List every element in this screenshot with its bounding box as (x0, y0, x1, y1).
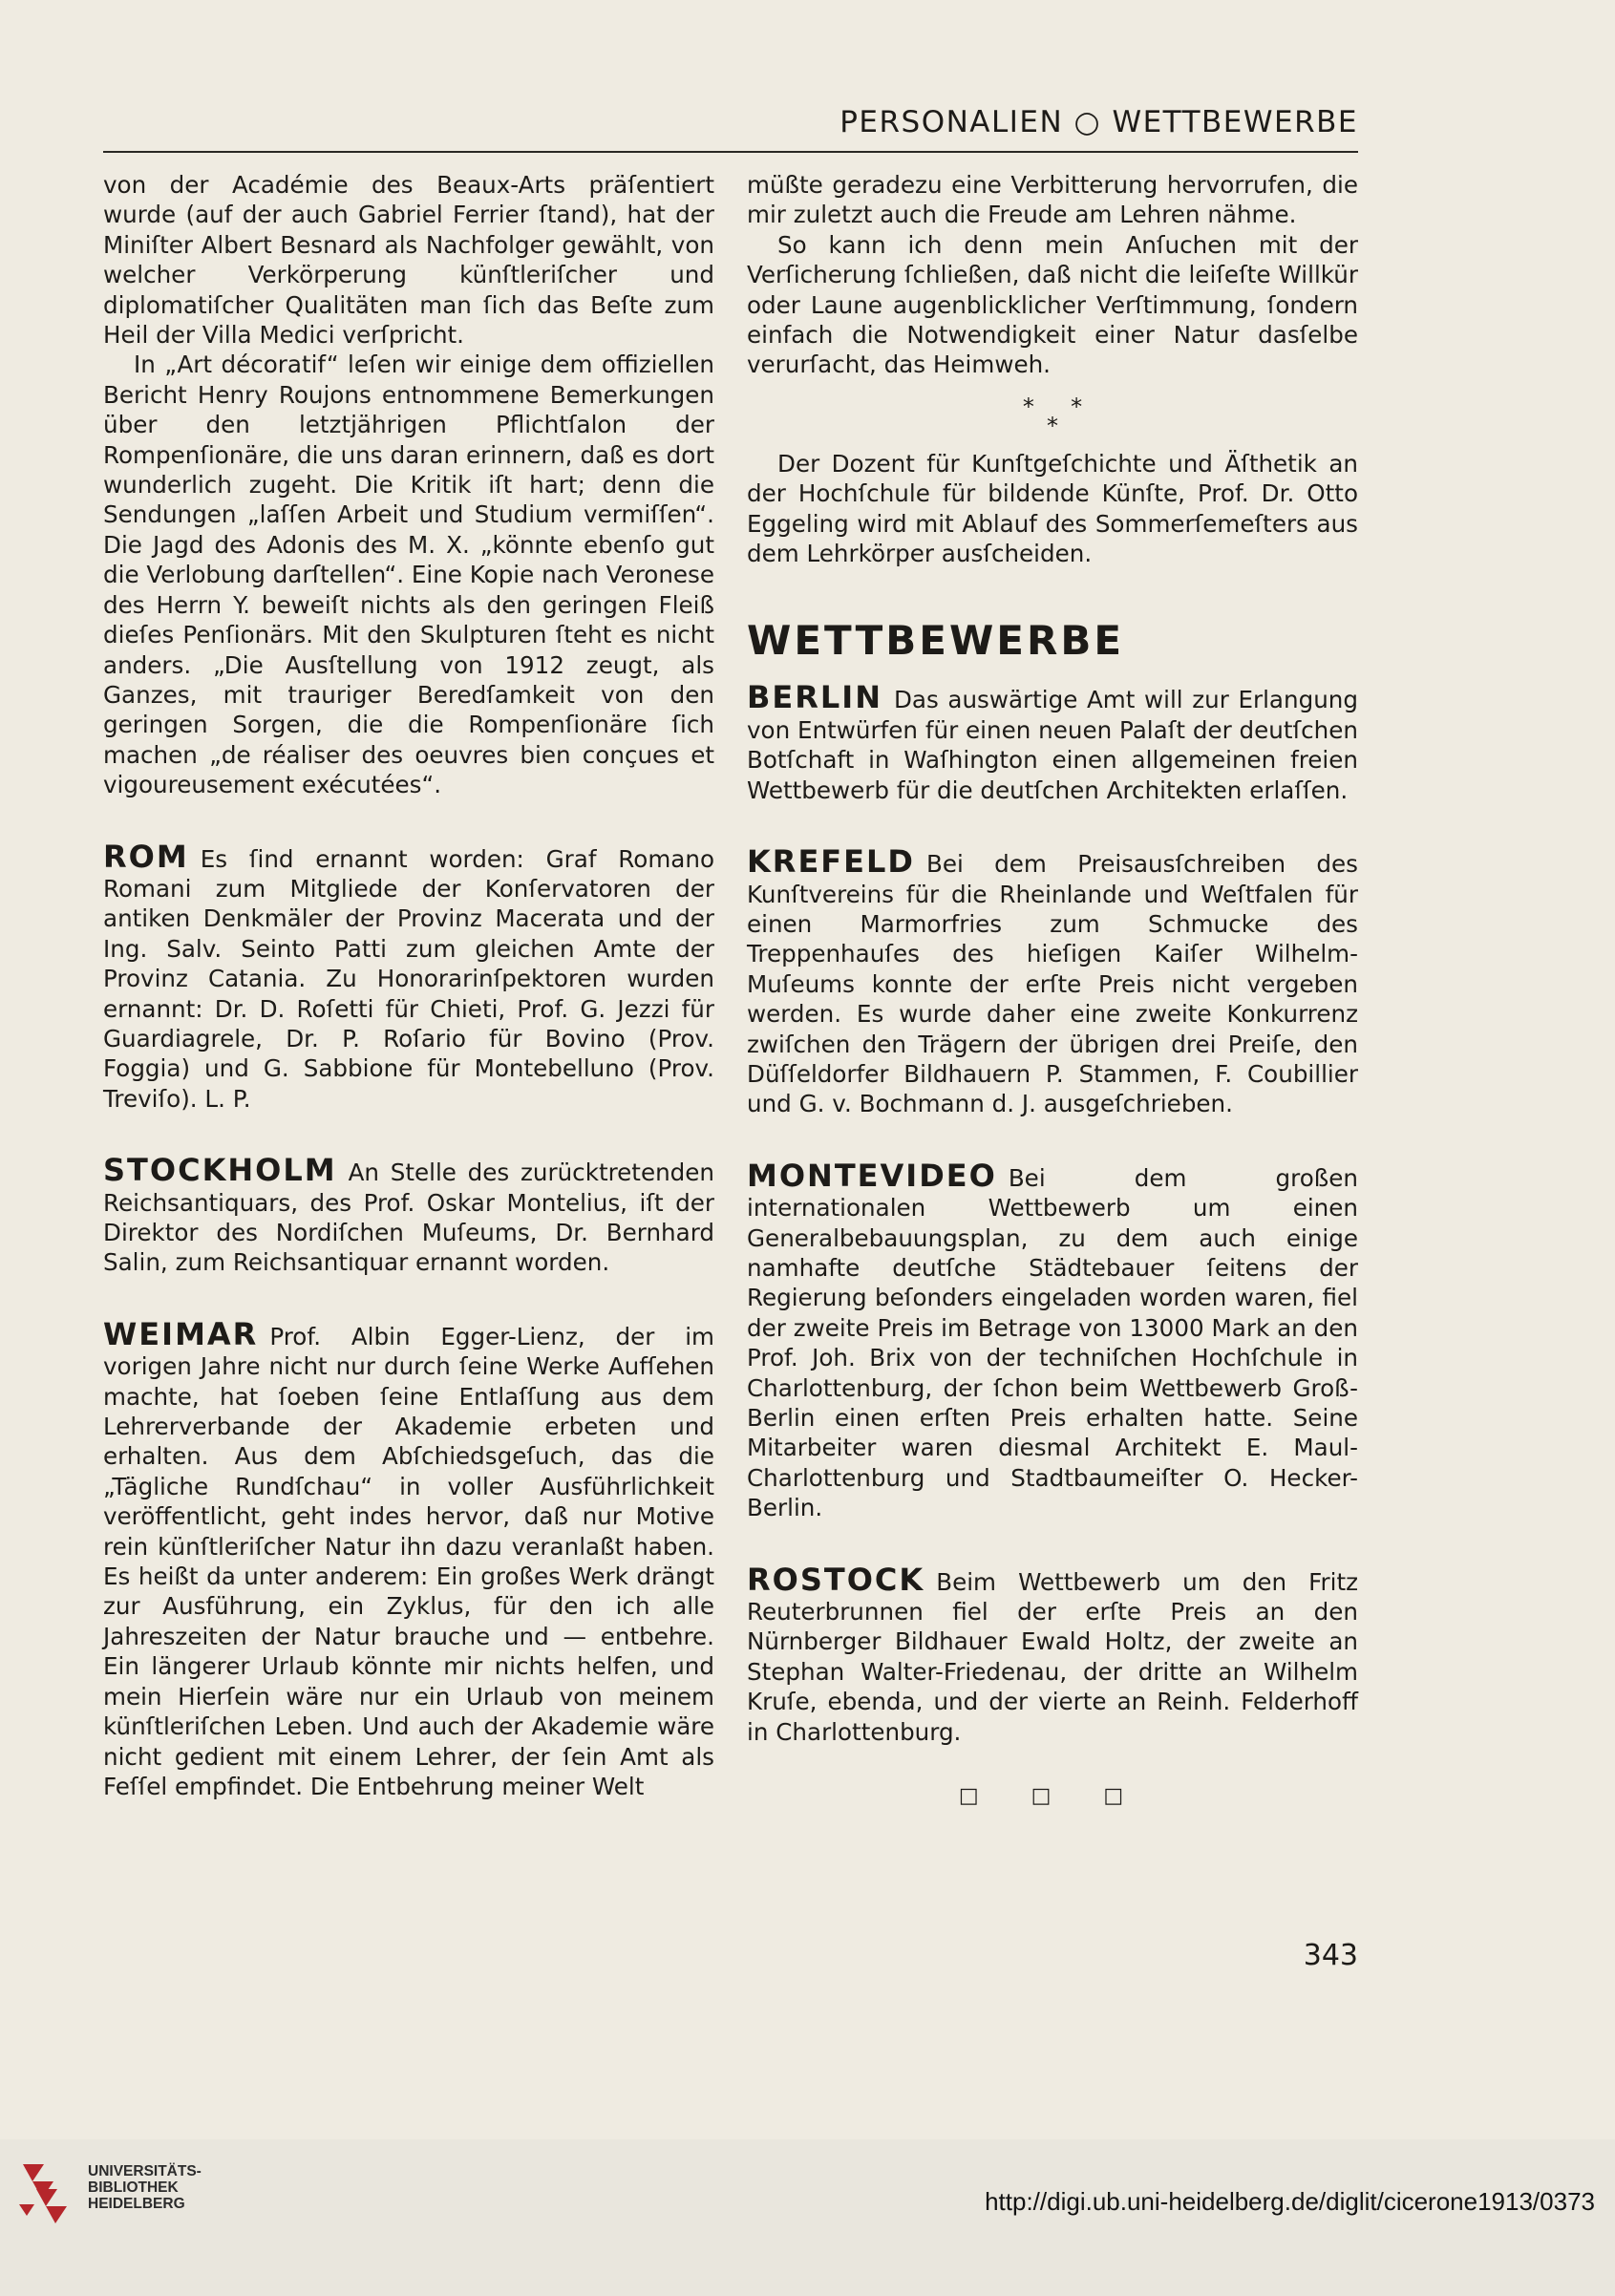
separator-stars: * * * (1022, 393, 1083, 439)
footer-bar (0, 2139, 1615, 2296)
paragraph: So kann ich denn mein Anſuchen mit der Verſicherung ſchließen, daß nicht die leiſeſte Willkür oder Laune augenblicklicher Verſtimmung, ſondern einfach die Notwendigkeit einer Natur dasſelbe verurſacht, das Heimweh. (747, 230, 1358, 379)
section-heading: KREFELD (747, 843, 915, 881)
news-text: Bei dem Preisausſchreiben des Kunſtvereins für die Rheinlande und Weſtfalen für einen Marmorfries zum Schmucke des Treppenhauſes des hieſigen Kaiſer Wilhelm-Muſeums konnte der erſte Preis nicht vergeben werden. Es wurde daher eine zweite Konkurrenz zwiſchen den Trägern der übrigen drei Preiſe, den Düſſeldorfer Bildhauern P. Stammen, F. Coubillier und G. v. Bochmann d. J. ausgeſchrieben. (747, 850, 1358, 1118)
section-heading: ROM (103, 838, 189, 875)
news-text: Es ſind ernannt worden: Graf Romano Romani zum Mitgliede der Konſervatoren der antiken Denkmäler der Provinz Macerata und der Ing. Salv. Seinto Patti zum gleichen Amte der Provinz Catania. Zu Honorarinſpektoren wurden ernannt: Dr. D. Roſetti für Chieti, Prof. G. Jezzi für Guardiagrele, Dr. P. Roſario für Bovino (Prov. Foggia) und G. Sabbione für Montebelluno (Prov. Treviſo). L. P. (103, 844, 714, 1113)
paragraph: In „Art décoratif“ leſen wir einige dem offiziellen Bericht Henry Roujons entnommene Bemerkungen über den letztjährigen Pflichtſalon der Rompenſionäre, die uns daran erinnern, daß es dort wunderlich zugeht. Die Kritik iſt hart; denn die Sendungen „laſſen Arbeit und Studium vermiſſen“. Die Jagd des Adonis des M. X. „könnte ebenſo gut die Verlobung darſtellen“. Eine Kopie nach Veronese des Herrn Y. beweiſt nichts als den geringen Fleiß dieſes Penſionärs. Mit den Skulpturen ſteht es nicht anders. „Die Ausſtellung von 1912 zeugt, als Ganzes, mit trauriger Beredſamkeit von den geringen Sorgen, die die Rompenſionäre ſich machen „de réaliser des oeuvres bien conçues et vigoureusement exécutées“. (103, 351, 714, 799)
news-item-rom (103, 838, 714, 1115)
news-text: Bei dem großen internationalen Wettbewerb um einen Generalbebauungsplan, zu dem auch einige namhafte deutſche Städtebauer ſeitens der Regierung beſonders eingeladen worden waren, fiel der zweite Preis im Betrage von 13000 Mark an den Prof. Joh. Brix von der techniſchen Hochſchule in Charlottenburg, der ſchon beim Wettbewerb Groß-Berlin einen erſten Preis erhalten hatte. Seine Mitarbeiter waren diesmal Architekt E. Maul-Charlottenburg und Stadtbaumeiſter O. Hecker-Berlin. (747, 1163, 1358, 1522)
news-text: Beim Wettbewerb um den Fritz Reuterbrunnen fiel der erſte Preis an den Nürnberger Bildhauer Ewald Holtz, der zweite an Stephan Walter-Friedenau, der dritte an Wilhelm Kruſe, ebenda, und der vierte an Reinh. Felderhoff in Charlottenburg. (747, 1567, 1358, 1746)
news-item-weimar (103, 1315, 714, 1802)
news-text: An Stelle des zurücktretenden Reichsantiquars, des Prof. Oskar Montelius, iſt der Direktor des Nordiſchen Muſeums, Dr. Bernhard Salin, zum Reichsantiquar ernannt worden. (103, 1159, 714, 1277)
paragraph: müßte geradezu eine Verbitterung hervorrufen, die mir zuletzt auch die Freude am Lehren nähme. (747, 171, 1358, 229)
section-heading: MONTEVIDEO (747, 1157, 997, 1194)
header-rule (103, 151, 1358, 153)
section-heading: BERLIN (747, 679, 882, 716)
end-marks: □ □ □ (958, 1784, 1147, 1809)
news-item-montevideo (747, 1157, 1358, 1523)
paragraph: Der Dozent für Kunſtgeſchichte und Äſthetik an der Hochſchule für bildende Künſte, Prof. Dr. Otto Eggeling wird mit Ablauf des Sommerſemeſters aus dem Lehrkörper ausſcheiden. (747, 449, 1358, 568)
page-number: 343 (1303, 1939, 1358, 1972)
running-header: PERSONALIEN ○ WETTBEWERBE (839, 105, 1358, 139)
news-item-krefeld (747, 843, 1358, 1119)
news-text: Prof. Albin Egger-Lienz, der im vorigen Jahre nicht nur durch ſeine Werke Aufſehen machte, hat ſoeben ſeine Entlaſſung aus dem Lehrerverbande der Akademie erbeten und erhalten. Aus dem Abſchiedsgeſuch, das die „Tägliche Rundſchau“ in voller Ausführlichkeit veröffentlicht, geht indes hervor, daß nur Motive rein künſtleriſcher Natur ihn dazu veranlaßt haben. Es heißt da unter anderem: Ein großes Werk drängt zur Ausführung, ein Zyklus, für den ich alle Jahreszeiten der Natur brauche und — entbehre. Ein längerer Urlaub könnte mir nichts helfen, und mein Hierſein wäre nur ein Urlaub von meinem künſtleriſchen Leben. Und auch der Akademie wäre nicht gedient mit einem Lehrer, der ſein Amt als Feſſel empfindet. Die Entbehrung meiner Welt (103, 1322, 714, 1800)
news-text: Das auswärtige Amt will zur Erlangung von Entwürfen für einen neuen Palaſt der deutſchen Botſchaft in Waſhington einen allgemeinen freien Wettbewerb für die deutſchen Architekten erlaſſen. (747, 686, 1358, 804)
section-heading: WEIMAR (103, 1315, 259, 1352)
news-item-rostock (747, 1561, 1358, 1747)
library-name: UNIVERSITÄTS- BIBLIOTHEK HEIDELBERG (88, 2163, 202, 2212)
news-item-stockholm (103, 1152, 714, 1278)
source-url-link[interactable]: http://digi.ub.uni-heidelberg.de/diglit/cicerone1913/0373 (985, 2187, 1595, 2216)
section-title: WETTBEWERBE (747, 617, 1125, 665)
library-logo-icon (15, 2160, 74, 2227)
section-heading: ROSTOCK (747, 1561, 925, 1598)
section-heading: STOCKHOLM (103, 1152, 337, 1189)
right-column (747, 170, 1358, 1811)
left-column (103, 170, 714, 1801)
paragraph: von der Académie des Beaux-Arts präſentiert wurde (auf der auch Gabriel Ferrier ſtand), hat der Miniſter Albert Besnard als Nachfolger gewählt, von welcher Verkörperung künſtleriſcher und diplomatiſcher Qualitäten man ſich das Beſte zum Heil der Villa Medici verſpricht. (103, 171, 714, 350)
news-item-berlin (747, 679, 1358, 805)
